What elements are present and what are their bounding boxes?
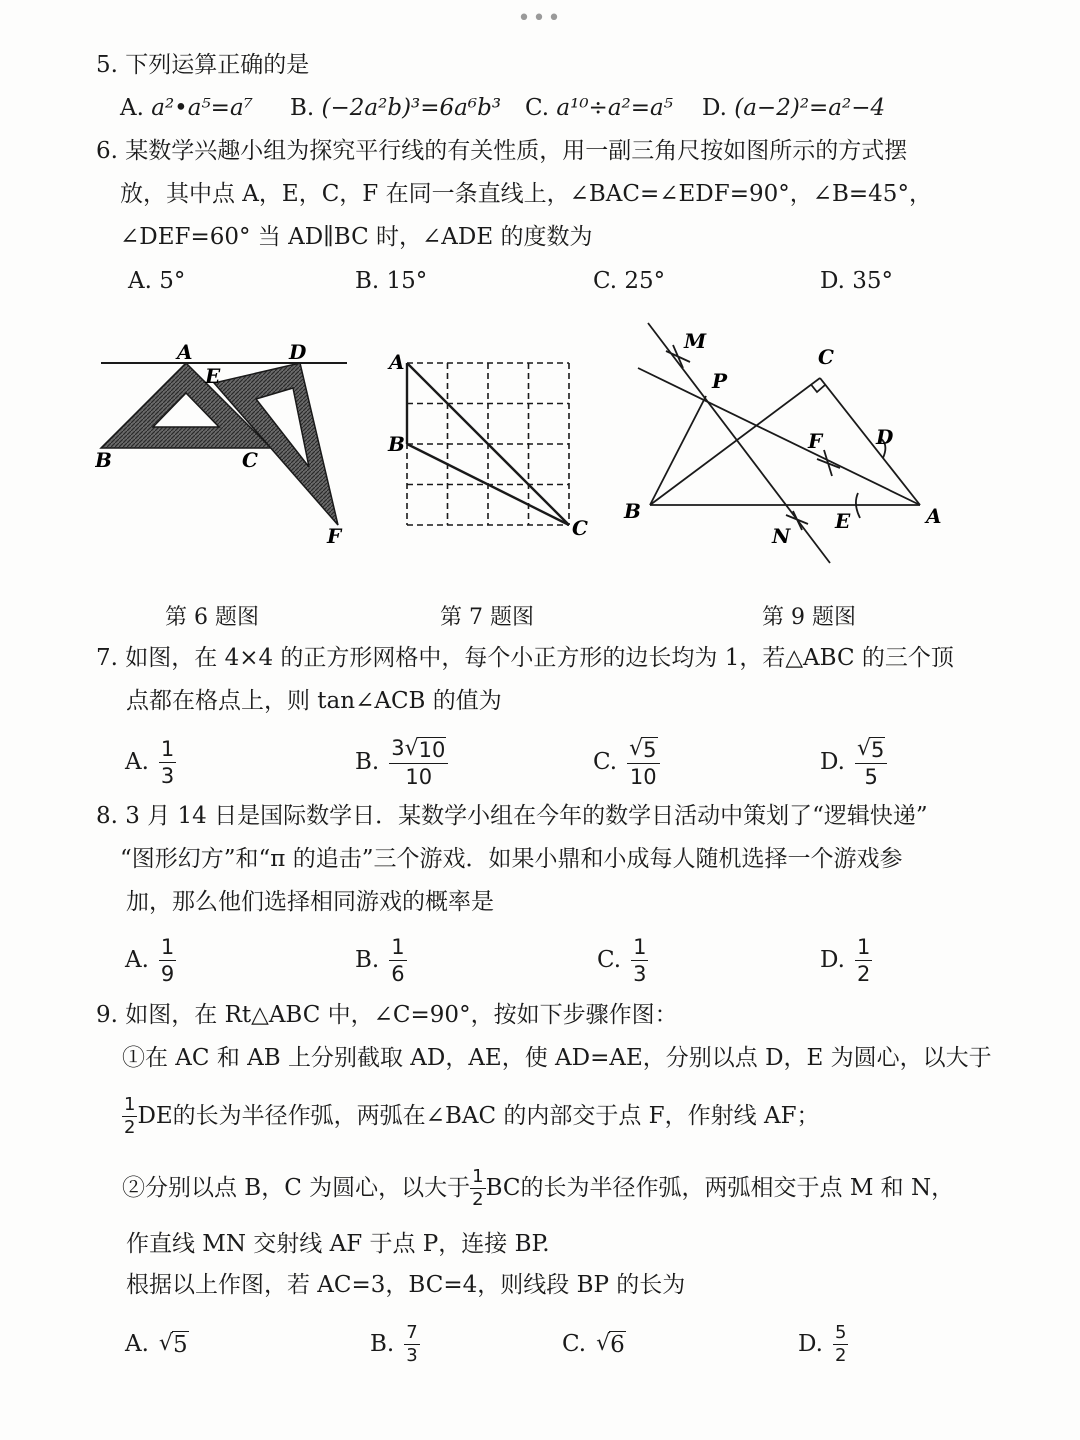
q7-option-b-den: 10 [405, 764, 433, 789]
q9-line-3 [122, 1086, 820, 1146]
q8-line-3: 加，那么他们选择相同游戏的概率是 [126, 889, 494, 915]
q7-option-c: C. √ 5 10 [593, 732, 660, 792]
q8-option-c-den: 3 [633, 961, 647, 986]
fig6-label-e: E [205, 364, 221, 388]
q7-line-2: 点都在格点上，则 tan∠ACB 的值为 [126, 688, 502, 714]
figure-6-caption: 第 6 题图 [165, 605, 259, 630]
fig9-label-f: F [808, 429, 823, 453]
q8-option-b-label: B. [355, 947, 380, 973]
q9-option-c-label: C. [562, 1331, 587, 1357]
fig7-label-c: C [572, 516, 588, 540]
q9-option-d-label: D. [798, 1331, 823, 1357]
segment-bc [650, 378, 820, 505]
q9-line-4 [122, 1158, 954, 1218]
q6-option-b [355, 266, 427, 296]
arc-mark-f [817, 450, 840, 476]
figure-7-grid [385, 345, 595, 545]
q6-option-c [593, 266, 665, 296]
q7-option-b: B. 3 √ 10 10 [355, 732, 448, 792]
q8-option-a-num: 1 [160, 934, 175, 959]
fig9-label-d: D [876, 425, 894, 449]
q9-option-b-label: B. [370, 1331, 395, 1357]
q5-option-d [702, 93, 885, 123]
q9-option-b-num: 7 [406, 1321, 418, 1343]
q6-option-a-label: A. [128, 268, 152, 294]
q6-line-2: 放，其中点 A，E，C，F 在同一条直线上，∠BAC=∠EDF=90°，∠B=45°， [120, 181, 932, 207]
fig9-label-a: A [926, 504, 942, 528]
q6-option-c-label: C. [593, 268, 618, 294]
q8-option-d-den: 2 [856, 961, 871, 986]
q6-option-c-text: 25° [624, 268, 666, 294]
q6-option-d-label: D. [820, 268, 845, 294]
q6-option-a-text: 5° [159, 268, 186, 294]
q8-option-c-label: C. [597, 947, 622, 973]
q8-option-a-label: A. [125, 947, 149, 973]
fig6-label-a: A [177, 340, 193, 364]
fig7-label-a: A [389, 350, 405, 374]
figure-9-construction [618, 318, 953, 573]
fig9-label-c: C [818, 345, 834, 369]
q7-option-c-radicand: 5 [643, 737, 657, 762]
q5-option-c [525, 93, 673, 123]
q9-option-b [370, 1314, 420, 1374]
q9-line-5: 作直线 MN 交射线 AF 于点 P，连接 BP. [126, 1231, 550, 1257]
q7-option-d-den: 5 [864, 764, 878, 789]
fig7-label-b: B [388, 432, 405, 456]
q8-option-d-num: 1 [856, 934, 871, 959]
q8-option-d [820, 930, 872, 990]
fig9-label-n: N [772, 524, 791, 548]
q8-option-c-num: 1 [633, 934, 647, 959]
q8-option-c [597, 930, 648, 990]
q5-option-c-text: a¹⁰÷a²=a⁵ [556, 95, 673, 121]
figure-9-caption: 第 9 题图 [762, 605, 856, 630]
q7-option-b-label: B. [355, 749, 380, 775]
fig6-label-c: C [242, 448, 258, 472]
q5-option-b-label: B. [290, 95, 315, 121]
fig6-label-d: D [289, 340, 307, 364]
q9-option-a-label: A. [125, 1331, 149, 1357]
q9-line-4-frac-num: 1 [472, 1165, 484, 1187]
q9-option-d-den: 2 [834, 1344, 847, 1366]
q9-line-3-text: DE的长为半径作弧，两弧在∠BAC 的内部交于点 F，作射线 AF； [137, 1103, 820, 1129]
right-angle-mark [811, 385, 825, 393]
q8-option-b [355, 930, 407, 990]
fig9-label-p: P [712, 369, 728, 393]
q8-options [0, 930, 1080, 990]
fig9-label-b: B [624, 499, 641, 523]
fig9-label-m: M [684, 329, 707, 353]
q5-option-c-label: C. [525, 95, 550, 121]
q9-option-b-den: 3 [406, 1344, 418, 1366]
q8-option-a [125, 930, 176, 990]
q9-line-3-frac-den: 2 [124, 1116, 136, 1138]
q8-option-d-label: D. [820, 947, 845, 973]
q9-line-4-text-a: ②分别以点 B，C 为圆心，以大于 [122, 1175, 471, 1201]
q9-option-c: C. √ 6 [562, 1330, 625, 1358]
q9-option-c-radicand: 6 [610, 1331, 625, 1358]
segment-ca [820, 378, 920, 505]
fig6-label-f: F [327, 524, 342, 548]
q9-line-3-frac-num: 1 [124, 1093, 136, 1115]
q6-line-3: ∠DEF=60° 当 AD∥BC 时，∠ADE 的度数为 [120, 224, 593, 250]
q7-option-d: D. √ 5 5 [820, 732, 887, 792]
q7-option-d-label: D. [820, 749, 845, 775]
q6-option-d-text: 35° [852, 268, 894, 294]
q5-option-d-text: (a−2)²=a²−4 [734, 95, 886, 121]
q7-option-b-radicand: 10 [418, 737, 446, 762]
q9-line-4-frac-den: 2 [472, 1188, 484, 1210]
figure-6-triangle-rulers [95, 335, 365, 550]
q8-line-1: 8. 3 月 14 日是国际数学日．某数学小组在今年的数学日活动中策划了“逻辑快递” [96, 803, 928, 829]
q6-option-b-text: 15° [386, 268, 428, 294]
figure-7-caption: 第 7 题图 [440, 605, 534, 630]
q5-option-b [290, 93, 501, 123]
q7-option-b-coef: 3 [391, 735, 405, 760]
q5-option-d-label: D. [702, 95, 727, 121]
q8-line-2: “图形幻方”和“π 的追击”三个游戏．如果小鼎和小成每人随机选择一个游戏参 [120, 846, 903, 872]
q5-option-a-label: A. [120, 95, 144, 121]
q8-option-a-den: 9 [160, 961, 175, 986]
q9-line-6: 根据以上作图，若 AC=3，BC=4，则线段 BP 的长为 [126, 1272, 686, 1298]
q9-line-4-text-b: BC的长为半径作弧，两弧相交于点 M 和 N， [485, 1175, 955, 1201]
q7-options [0, 732, 1080, 792]
q7-line-1: 7. 如图，在 4×4 的正方形网格中，每个小正方形的边长均为 1，若△ABC 的三个顶 [96, 645, 954, 671]
q9-option-d-num: 5 [834, 1321, 847, 1343]
q7-option-a-den: 3 [160, 763, 175, 788]
q5-option-a [120, 93, 253, 123]
q8-option-b-num: 1 [391, 934, 405, 959]
q5-option-b-text: (−2a²b)³=6a⁶b³ [321, 95, 502, 121]
q6-option-a [128, 266, 185, 296]
q7-option-c-label: C. [593, 749, 618, 775]
segment-bp [650, 396, 706, 505]
q6-option-b-label: B. [355, 268, 380, 294]
q9-line-1: 9. 如图，在 Rt△ABC 中，∠C=90°，按如下步骤作图： [96, 1002, 678, 1028]
q9-line-2: ①在 AC 和 AB 上分别截取 AD，AE，使 AD=AE，分别以点 D，E 为圆心，以大于 [122, 1045, 992, 1071]
q7-option-a [125, 732, 176, 792]
q5-option-a-text: a²•a⁵=a⁷ [151, 95, 253, 121]
q7-option-d-radicand: 5 [870, 737, 885, 762]
fig6-label-b: B [95, 448, 112, 472]
fig9-label-e: E [835, 509, 851, 533]
q7-option-a-num: 1 [160, 736, 175, 761]
q6-line-1: 6. 某数学兴趣小组为探究平行线的有关性质，用一副三角尺按如图所示的方式摆 [96, 138, 908, 164]
q5-stem: 5. 下列运算正确的是 [96, 52, 310, 78]
q6-option-d [820, 266, 893, 296]
page-indicator-dots: ••• [517, 6, 563, 31]
q9-option-a: A. √ 5 [125, 1330, 188, 1358]
q8-option-b-den: 6 [391, 961, 405, 986]
line-mn [648, 323, 830, 563]
q7-option-c-den: 10 [629, 764, 657, 789]
q9-option-a-radicand: 5 [172, 1331, 188, 1358]
q9-option-d [798, 1314, 848, 1374]
q9-options [0, 1314, 1080, 1374]
q7-option-a-label: A. [125, 749, 149, 775]
